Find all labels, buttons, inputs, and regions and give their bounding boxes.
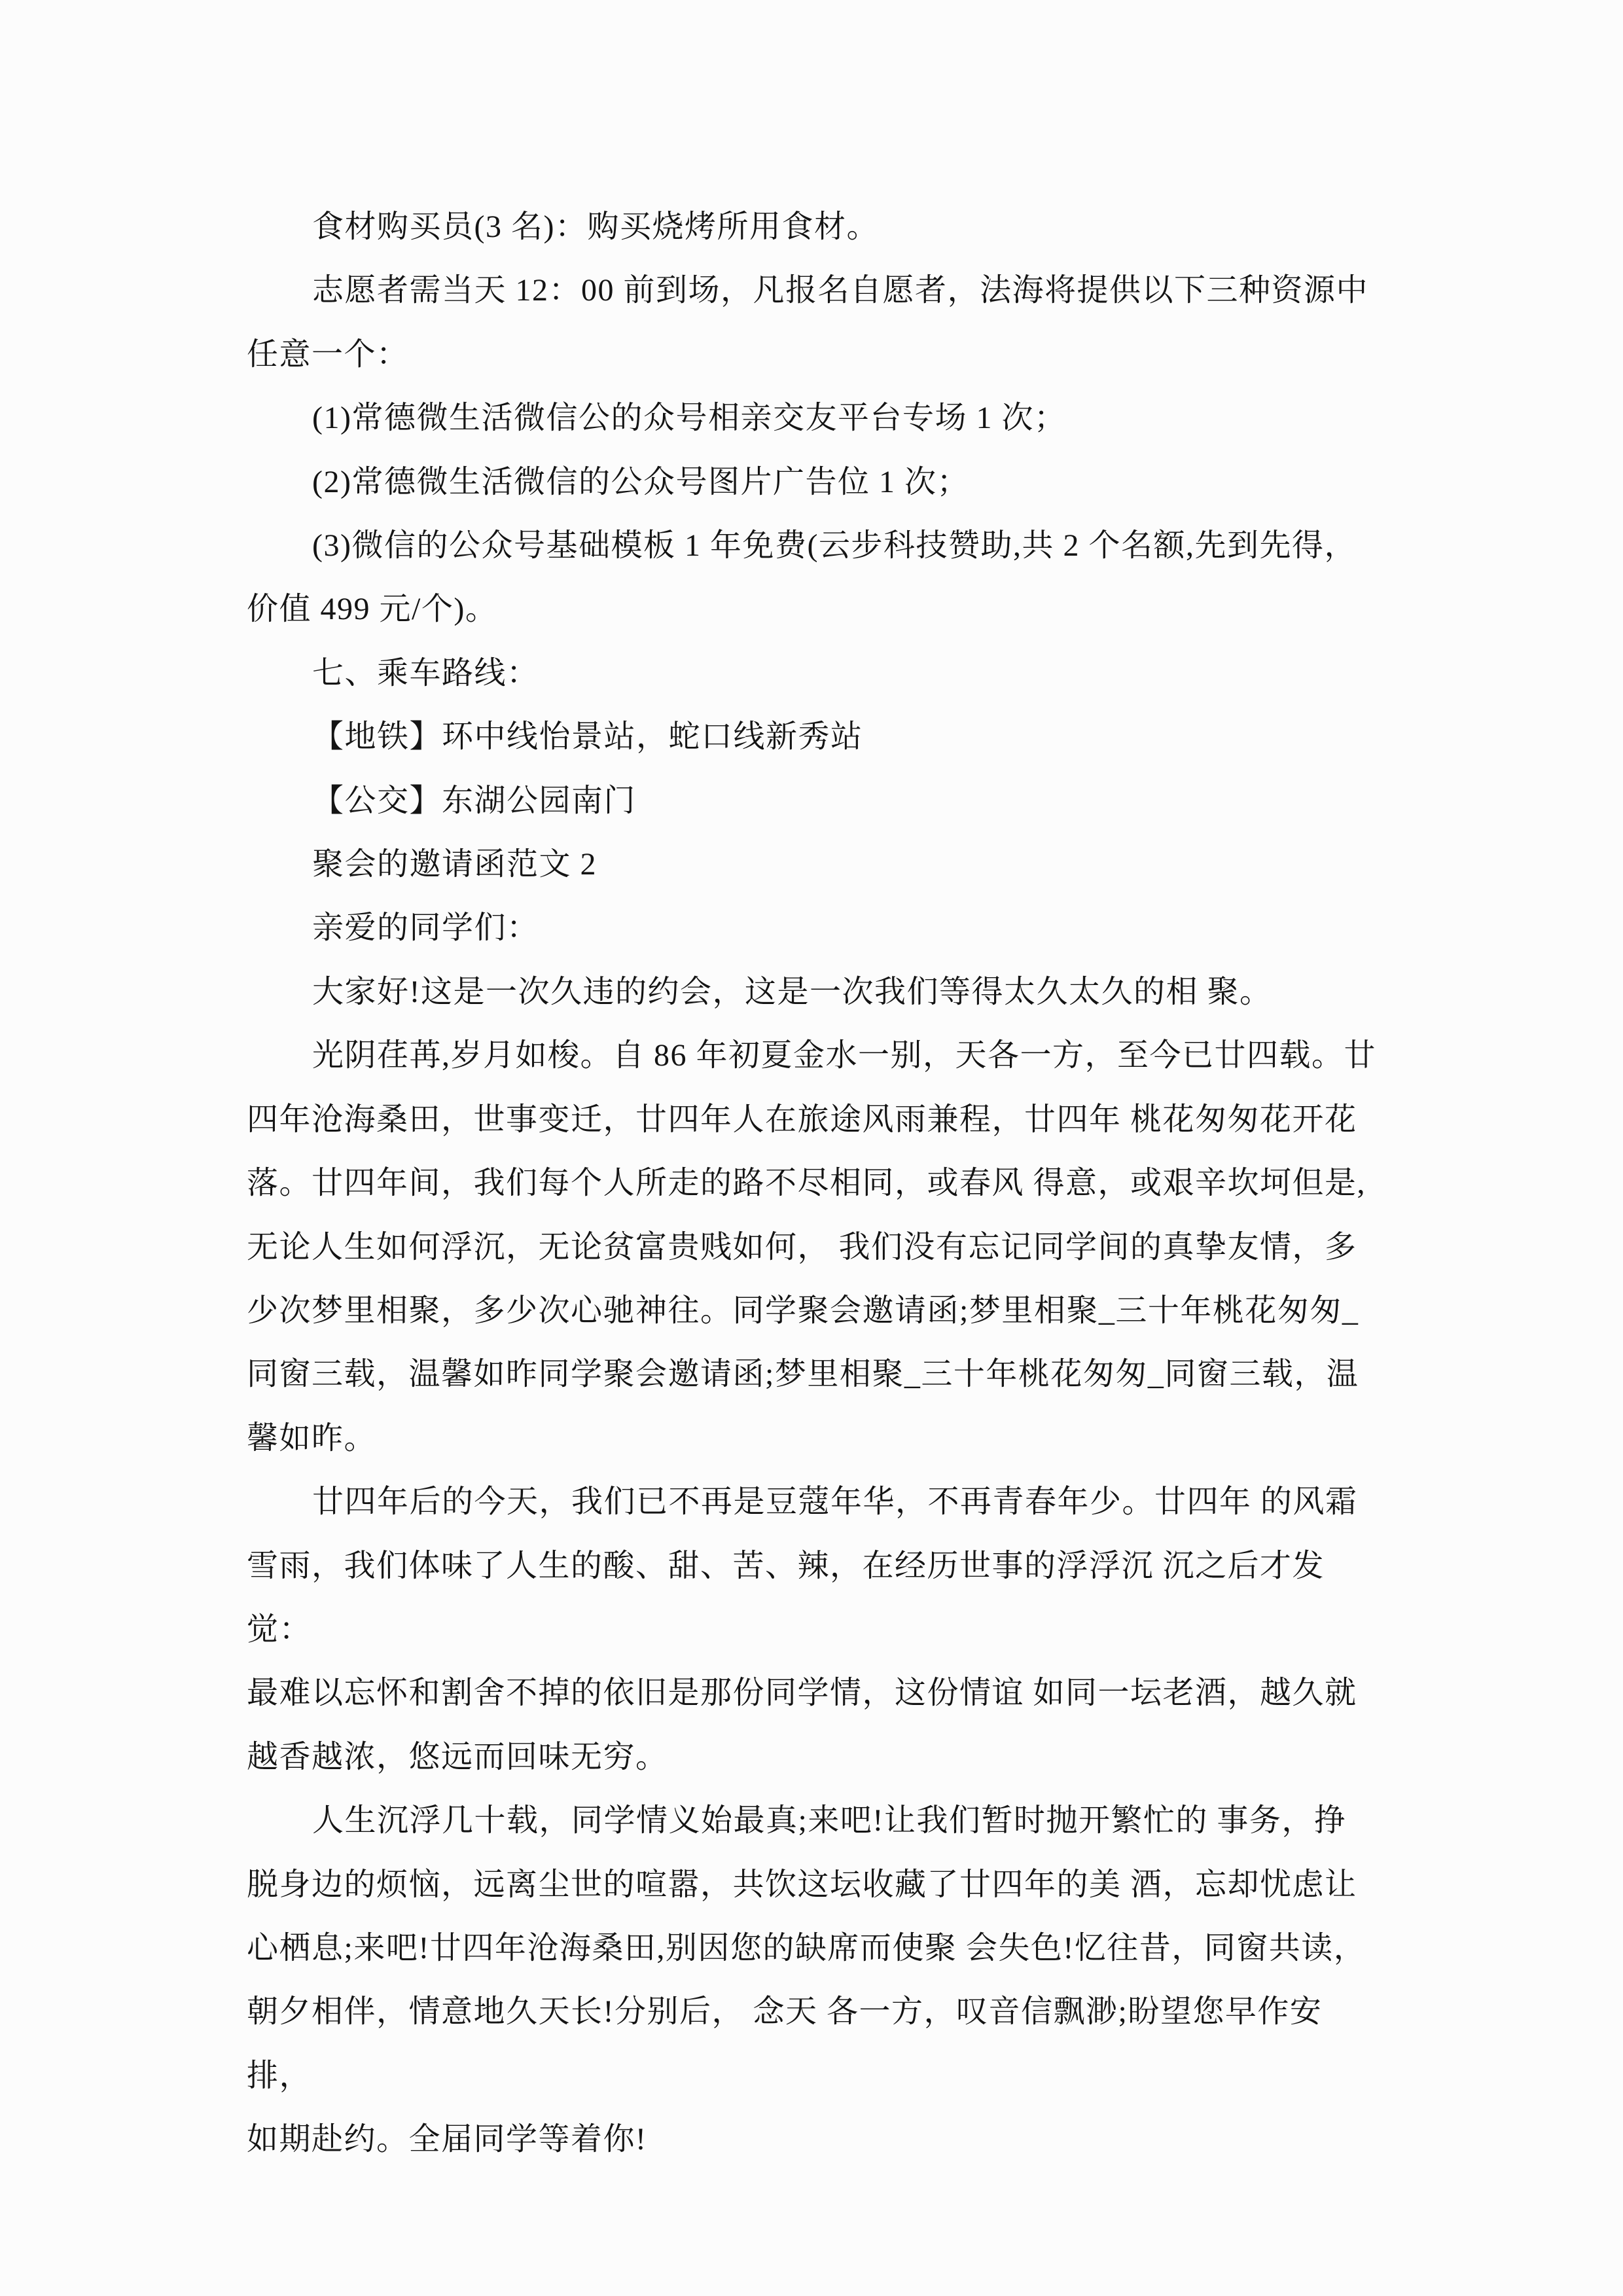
- text-line: 最难以忘怀和割舍不掉的依旧是那份同学情，这份情谊 如同一坛老酒，越久就: [247, 1676, 1357, 1711]
- text-line: 光阴荏苒,岁月如梭。自 86 年初夏金水一别，天各一方，至今已廿四载。廿: [312, 1038, 1377, 1073]
- text-line: 亲爱的同学们：: [312, 910, 539, 946]
- text-line: 朝夕相伴，情意地久天长!分别后， 念天 各一方，叹音信飘渺;盼望您早作安排，: [247, 1994, 1323, 2093]
- text-line: 无论人生如何浮沉，无论贫富贵贱如何， 我们没有忘记同学间的真挚友情，多: [247, 1229, 1357, 1265]
- document-body: [247, 195, 1382, 2172]
- text-line: 【公交】东湖公园南门: [312, 783, 637, 818]
- text-line: 雪雨，我们体味了人生的酸、甜、苦、辣，在经历世事的浮浮沉 沉之后才发觉：: [247, 1548, 1325, 1647]
- text-line: 价值 499 元/个)。: [247, 592, 498, 627]
- text-line: 人生沉浮几十载，同学情义始最真;来吧!让我们暂时抛开繁忙的 事务，挣: [312, 1803, 1347, 1839]
- text-line: 越香越浓，悠远而回味无穷。: [247, 1739, 668, 1774]
- text-line: 馨如昨。: [247, 1420, 377, 1456]
- text-line: 任意一个：: [247, 336, 409, 372]
- text-line: 心栖息;来吧!廿四年沧海桑田,别因您的缺席而使聚 会失色!忆往昔，同窗共读，: [247, 1930, 1366, 1965]
- text-line: (2)常德微生活微信的公众号图片广告位 1 次；: [312, 464, 969, 499]
- text-line: 食材购买员(3 名)：购买烧烤所用食材。: [312, 209, 879, 244]
- text-line: 廿四年后的今天，我们已不再是豆蔻年华，不再青春年少。廿四年 的风霜: [312, 1484, 1358, 1520]
- text-line: 七、乘车路线：: [312, 655, 539, 691]
- text-line: 四年沧海桑田，世事变迁，廿四年人在旅途风雨兼程，廿四年 桃花匆匆花开花: [247, 1102, 1357, 1137]
- text-line: (3)微信的公众号基础模板 1 年免费(云步科技赞助,共 2 个名额,先到先得，: [312, 528, 1357, 564]
- text-line: 大家好!这是一次久违的约会，这是一次我们等得太久太久的相 聚。: [312, 974, 1272, 1009]
- text-line: 志愿者需当天 12：00 前到场，凡报名自愿者，法海将提供以下三种资源中: [312, 273, 1369, 308]
- text-line: 如期赴约。全届同学等着你!: [247, 2122, 647, 2157]
- text-line: 脱身边的烦恼，远离尘世的喧嚣，共饮这坛收藏了廿四年的美 酒，忘却忧虑让: [247, 1867, 1357, 1902]
- text-line: 聚会的邀请函范文 2: [312, 847, 597, 882]
- text-line: 同窗三载，温馨如昨同学聚会邀请函;梦里相聚_三十年桃花匆匆_同窗三载，温: [247, 1357, 1359, 1392]
- text-line: 落。廿四年间，我们每个人所走的路不尽相同，或春风 得意，或艰辛坎坷但是,: [247, 1166, 1366, 1201]
- text-line: 少次梦里相聚，多少次心驰神往。同学聚会邀请函;梦里相聚_三十年桃花匆匆_: [247, 1293, 1359, 1328]
- text-line: (1)常德微生活微信公的众号相亲交友平台专场 1 次；: [312, 401, 1067, 436]
- text-line: 【地铁】环中线怡景站，蛇口线新秀站: [312, 719, 863, 755]
